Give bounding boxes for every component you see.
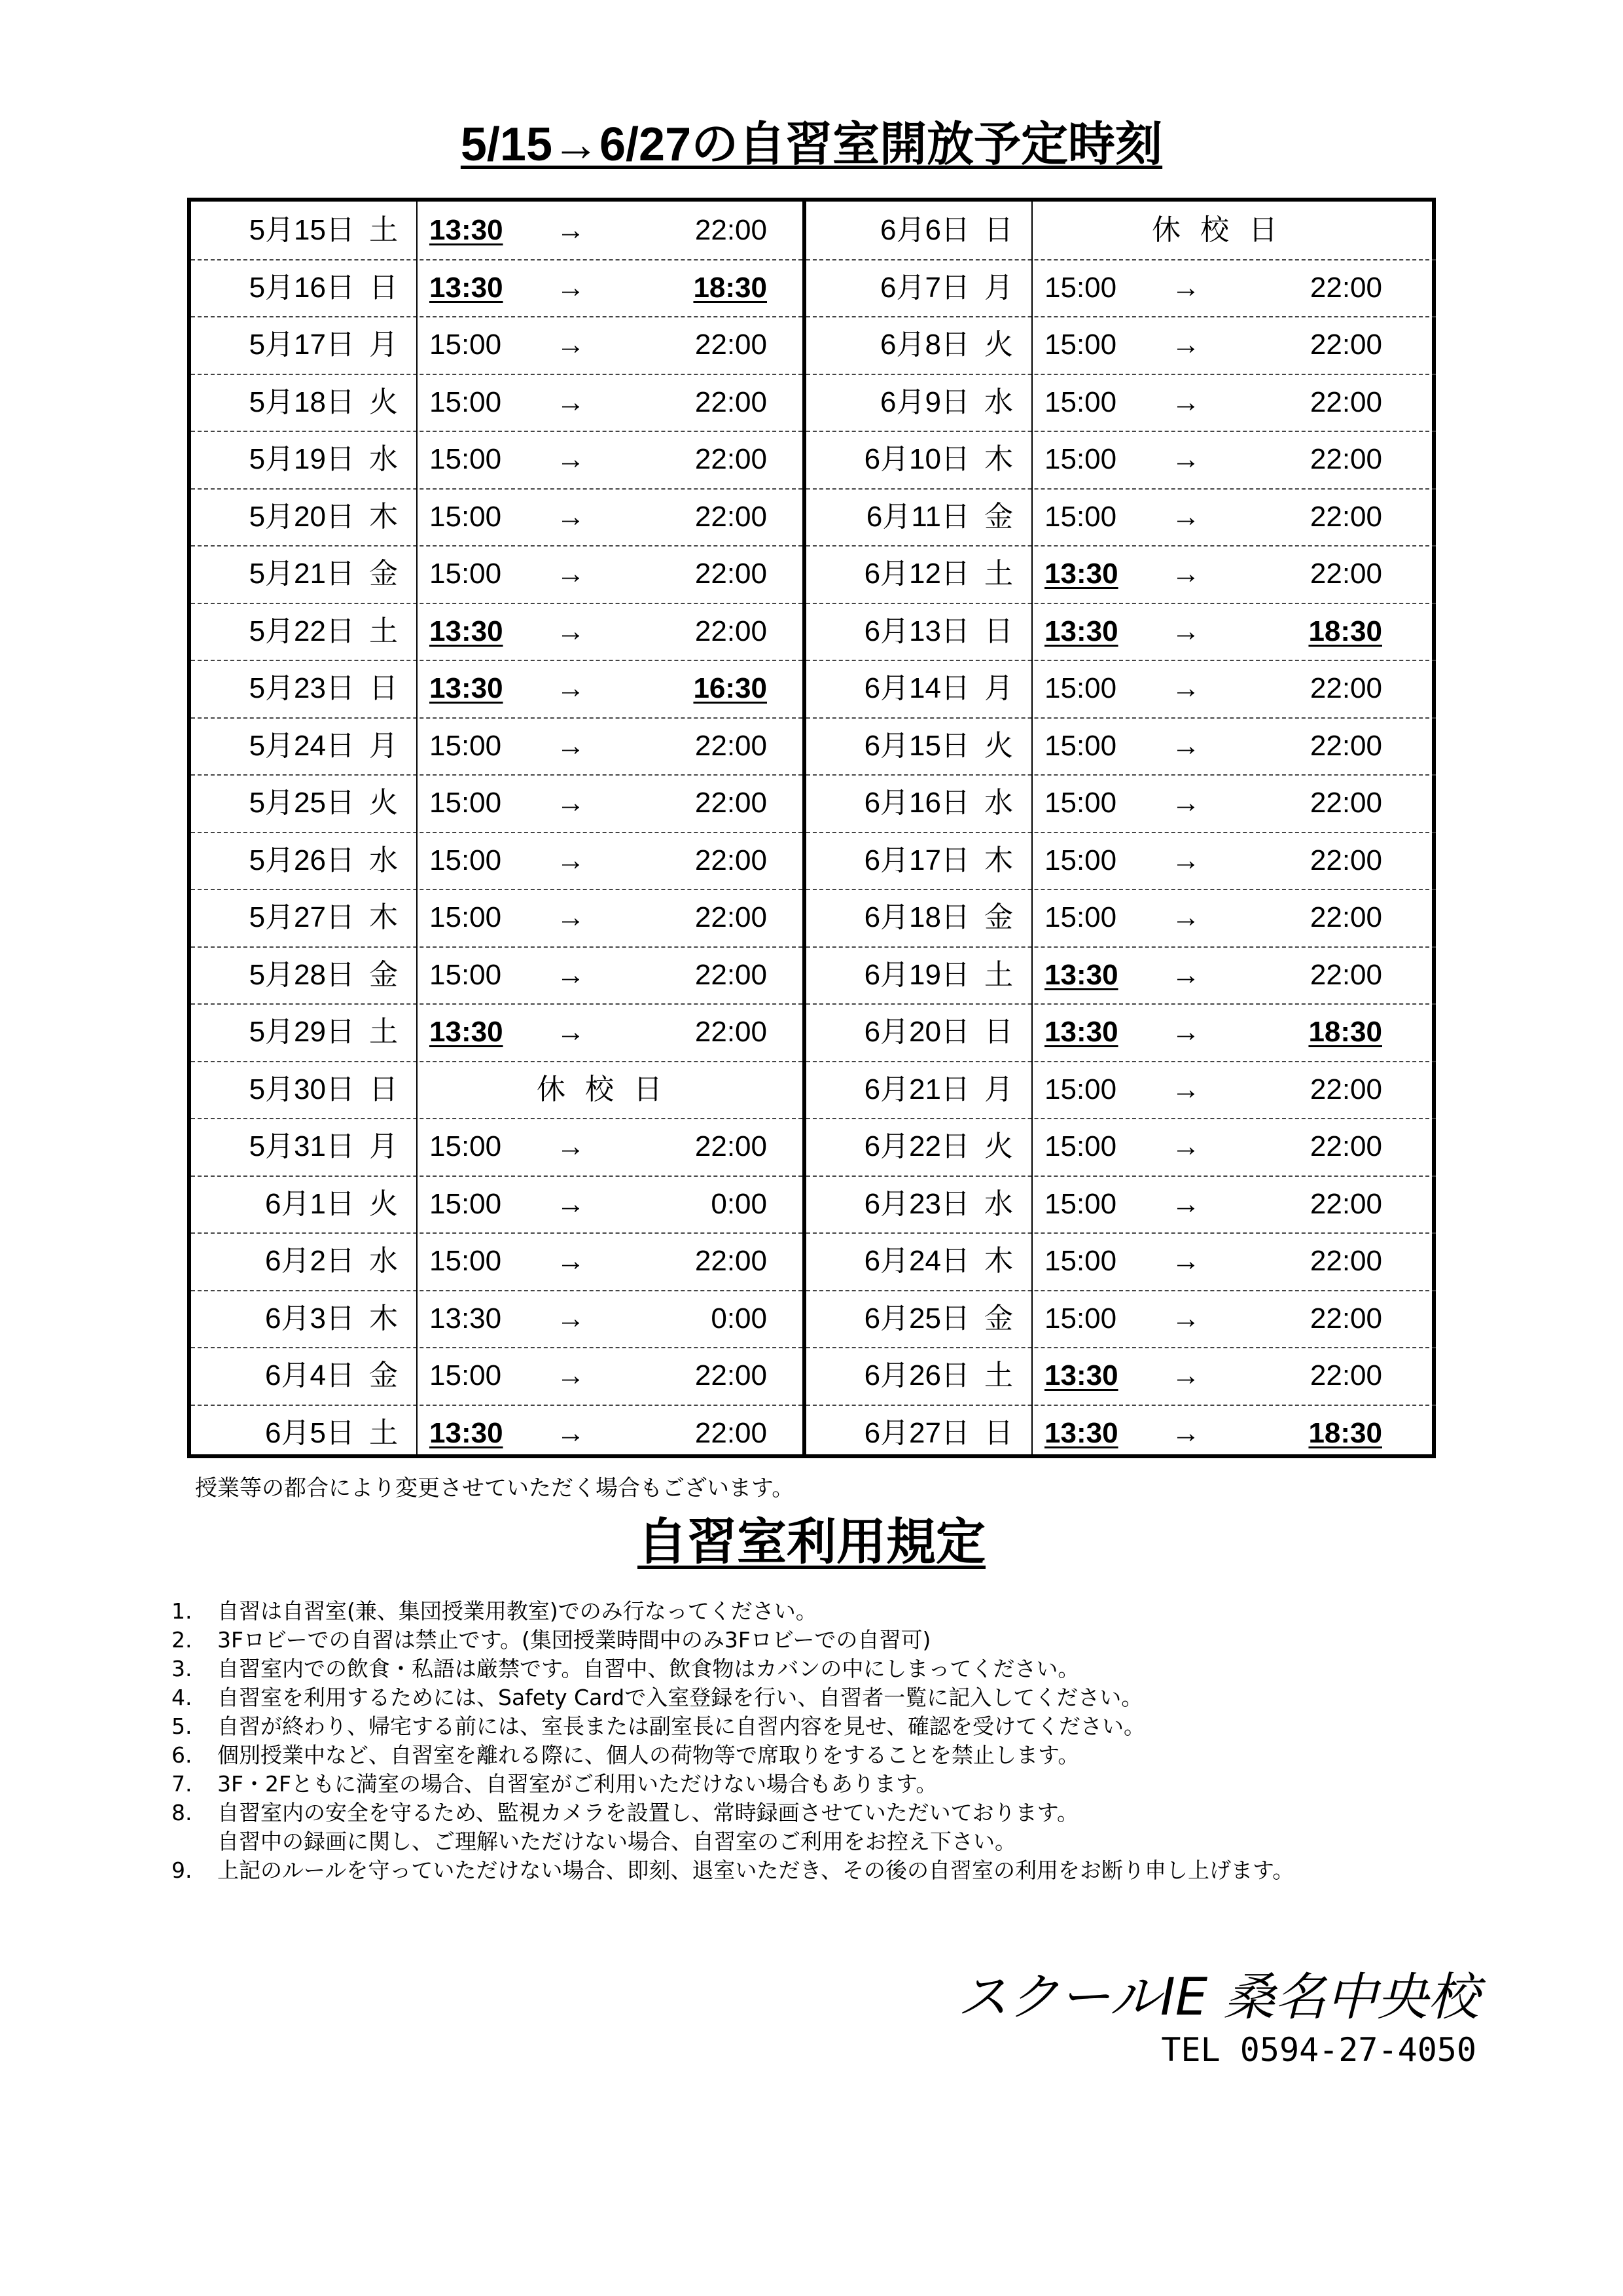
arrow-icon: →: [556, 1245, 585, 1277]
end-time-cell: 22:00: [694, 214, 767, 246]
end-time-cell: 22:00: [1310, 1302, 1382, 1335]
left-schedule-row: [191, 431, 802, 490]
right-schedule-row: [806, 889, 1436, 948]
left-schedule-row: [191, 1405, 802, 1462]
start-time-cell: 15:00: [1044, 443, 1117, 475]
date-cell: 5月30日: [249, 1073, 355, 1105]
date-cell: 5月18日: [249, 386, 355, 418]
left-schedule-row: [191, 717, 802, 776]
date-cell: 6月15日: [864, 729, 970, 762]
start-time-cell: 15:00: [429, 729, 502, 762]
arrow-icon: →: [1171, 958, 1200, 991]
start-time-cell: 13:30: [429, 214, 503, 246]
date-cell: 6月19日: [864, 958, 970, 991]
weekday-cell: 木: [984, 844, 1013, 876]
rules-list: [171, 1597, 1480, 1885]
date-cell: 6月7日: [880, 271, 970, 304]
arrow-icon: →: [1171, 1416, 1200, 1449]
end-time-cell: 22:00: [694, 615, 767, 647]
right-schedule-row: [806, 1175, 1436, 1234]
arrow-icon: →: [1171, 1359, 1200, 1391]
end-time-cell: 18:30: [1308, 1016, 1382, 1048]
start-time-cell: 13:30: [1044, 1016, 1118, 1048]
weekday-cell: 土: [984, 558, 1013, 590]
right-schedule-row: [806, 488, 1436, 547]
weekday-cell: 火: [369, 787, 398, 819]
school-tel: TEL 0594-27-4050: [1161, 2031, 1476, 2069]
date-cell: 6月4日: [265, 1359, 355, 1391]
end-time-cell: 22:00: [694, 844, 767, 876]
weekday-cell: 水: [369, 844, 398, 876]
left-schedule-row: [191, 1290, 802, 1349]
rule-number: 8.: [171, 1800, 192, 1825]
date-cell: 6月23日: [864, 1187, 970, 1220]
end-time-cell: 22:00: [694, 443, 767, 475]
arrow-icon: →: [556, 729, 585, 762]
rule-number: 7.: [171, 1771, 192, 1797]
right-schedule-row: [806, 1003, 1436, 1062]
rule-number: 4.: [171, 1685, 192, 1710]
date-cell: 6月9日: [880, 386, 970, 418]
date-cell: 6月10日: [864, 443, 970, 475]
arrow-icon: →: [556, 386, 585, 418]
left-schedule-row: [191, 1232, 802, 1291]
end-time-cell: 22:00: [694, 1130, 767, 1162]
date-cell: 5月20日: [249, 500, 355, 533]
arrow-icon: →: [1171, 672, 1200, 704]
date-cell: 5月29日: [249, 1016, 355, 1048]
start-time-cell: 15:00: [1044, 386, 1117, 418]
weekday-cell: 日: [984, 214, 1013, 246]
right-schedule-row: [806, 545, 1436, 604]
right-schedule-row: [806, 1405, 1436, 1462]
rule-item: [171, 1827, 1480, 1856]
rule-item: [171, 1770, 1480, 1799]
rule-text: 自習室を利用するためには、Safety Cardで入室登録を行い、自習者一覧に記入してください。: [217, 1685, 1143, 1710]
end-time-cell: 18:30: [693, 271, 767, 304]
weekday-cell: 水: [984, 1187, 1013, 1220]
date-cell: 6月22日: [864, 1130, 970, 1162]
right-schedule-row: [806, 431, 1436, 490]
weekday-cell: 金: [369, 558, 398, 590]
weekday-cell: 土: [984, 1359, 1013, 1391]
weekday-cell: 金: [984, 500, 1013, 533]
weekday-cell: 月: [369, 329, 398, 361]
start-time-cell: 13:30: [1044, 558, 1118, 590]
right-schedule-row: [806, 1061, 1436, 1120]
arrow-icon: →: [556, 615, 585, 647]
start-time-cell: 15:00: [429, 1130, 502, 1162]
right-schedule-row: [806, 374, 1436, 433]
weekday-cell: 火: [984, 329, 1013, 361]
weekday-cell: 火: [984, 1130, 1013, 1162]
arrow-icon: →: [1171, 1187, 1200, 1220]
arrow-icon: →: [556, 1016, 585, 1048]
end-time-cell: 0:00: [711, 1187, 767, 1220]
arrow-icon: →: [556, 500, 585, 533]
weekday-cell: 土: [369, 615, 398, 647]
arrow-icon: →: [556, 1130, 585, 1162]
right-schedule-row: [806, 316, 1436, 375]
date-cell: 6月17日: [864, 844, 970, 876]
start-time-cell: 15:00: [1044, 787, 1117, 819]
rule-item: [171, 1856, 1480, 1885]
weekday-cell: 月: [369, 1130, 398, 1162]
arrow-icon: →: [556, 1416, 585, 1449]
arrow-icon: →: [1171, 1130, 1200, 1162]
end-time-cell: 22:00: [694, 329, 767, 361]
end-time-cell: 22:00: [694, 558, 767, 590]
weekday-cell: 月: [984, 1073, 1013, 1105]
end-time-cell: 22:00: [1310, 844, 1382, 876]
arrow-icon: →: [1171, 329, 1200, 361]
left-schedule-row: [191, 832, 802, 891]
start-time-cell: 15:00: [429, 500, 502, 533]
date-cell: 6月5日: [265, 1416, 355, 1449]
left-schedule-row: [191, 1175, 802, 1234]
right-schedule-row: [806, 660, 1436, 719]
rule-text: 上記のルールを守っていただけない場合、即刻、退室いただき、その後の自習室の利用をお断り申し上げます。: [217, 1857, 1294, 1883]
start-time-cell: 15:00: [1044, 1245, 1117, 1277]
arrow-icon: →: [556, 271, 585, 304]
arrow-icon: →: [556, 787, 585, 819]
start-time-cell: 15:00: [1044, 1187, 1117, 1220]
arrow-icon: →: [556, 329, 585, 361]
school-name: スクールIE 桑名中央校: [957, 1968, 1479, 2027]
left-schedule-row: [191, 374, 802, 433]
date-cell: 6月16日: [864, 787, 970, 819]
right-schedule-row: [806, 774, 1436, 833]
right-schedule-row: [806, 202, 1436, 260]
date-cell: 5月24日: [249, 729, 355, 762]
end-time-cell: 22:00: [694, 1245, 767, 1277]
end-time-cell: 22:00: [1310, 329, 1382, 361]
arrow-icon: →: [556, 958, 585, 991]
left-schedule-row: [191, 603, 802, 662]
right-schedule-row: [806, 1118, 1436, 1177]
left-schedule-row: [191, 259, 802, 318]
date-cell: 5月19日: [249, 443, 355, 475]
rule-number: 3.: [171, 1656, 192, 1681]
rule-text: 自習が終わり、帰宅する前には、室長または副室長に自習内容を見せ、確認を受けてください。: [217, 1713, 1146, 1739]
end-time-cell: 22:00: [694, 787, 767, 819]
end-time-cell: 22:00: [694, 729, 767, 762]
rule-text: 自習中の録画に関し、ご理解いただけない場合、自習室のご利用をお控え下さい。: [217, 1829, 1016, 1854]
weekday-cell: 金: [369, 958, 398, 991]
rule-text: 個別授業中など、自習室を離れる際に、個人の荷物等で席取りをすることを禁止します。: [217, 1742, 1080, 1768]
start-time-cell: 13:30: [429, 271, 503, 304]
weekday-cell: 火: [369, 386, 398, 418]
end-time-cell: 22:00: [1310, 271, 1382, 304]
end-time-cell: 22:00: [694, 1016, 767, 1048]
weekday-cell: 日: [369, 672, 398, 704]
schedule-table: [187, 198, 1436, 1458]
arrow-icon: →: [556, 443, 585, 475]
right-schedule-row: [806, 259, 1436, 318]
date-cell: 5月21日: [249, 558, 355, 590]
rule-text: 自習室内での飲食・私語は厳禁です。自習中、飲食物はカバンの中にしまってください。: [217, 1656, 1080, 1681]
left-schedule-row: [191, 774, 802, 833]
arrow-icon: →: [556, 1359, 585, 1391]
start-time-cell: 15:00: [1044, 844, 1117, 876]
start-time-cell: 13:30: [1044, 958, 1118, 991]
left-schedule-row: [191, 316, 802, 375]
start-time-cell: 15:00: [429, 901, 502, 933]
start-time-cell: 13:30: [429, 615, 503, 647]
rule-item: [171, 1741, 1480, 1770]
date-cell: 5月15日: [249, 214, 355, 246]
end-time-cell: 22:00: [1310, 672, 1382, 704]
start-time-cell: 15:00: [1044, 1130, 1117, 1162]
start-time-cell: 15:00: [429, 1245, 502, 1277]
start-time-cell: 15:00: [429, 386, 502, 418]
right-schedule-row: [806, 1290, 1436, 1349]
weekday-cell: 土: [369, 1416, 398, 1449]
weekday-cell: 水: [984, 386, 1013, 418]
weekday-cell: 木: [984, 443, 1013, 475]
rule-number: 6.: [171, 1742, 192, 1768]
end-time-cell: 22:00: [694, 1359, 767, 1391]
arrow-icon: →: [556, 1302, 585, 1335]
arrow-icon: →: [1171, 1245, 1200, 1277]
start-time-cell: 15:00: [1044, 1302, 1117, 1335]
start-time-cell: 15:00: [429, 558, 502, 590]
end-time-cell: 22:00: [1310, 1359, 1382, 1391]
date-cell: 5月31日: [249, 1130, 355, 1162]
closed-day-cell: 休校日: [1152, 214, 1297, 246]
date-cell: 6月1日: [265, 1187, 355, 1220]
weekday-cell: 日: [369, 1073, 398, 1105]
date-cell: 6月14日: [864, 672, 970, 704]
date-cell: 6月8日: [880, 329, 970, 361]
right-schedule-row: [806, 603, 1436, 662]
arrow-icon: →: [1171, 787, 1200, 819]
left-schedule-row: [191, 1003, 802, 1062]
date-cell: 5月25日: [249, 787, 355, 819]
arrow-icon: →: [1171, 386, 1200, 418]
rule-text: 3F・2Fともに満室の場合、自習室がご利用いただけない場合もあります。: [217, 1771, 938, 1797]
start-time-cell: 15:00: [429, 787, 502, 819]
rule-item: [171, 1683, 1480, 1712]
weekday-cell: 火: [984, 729, 1013, 762]
date-cell: 5月28日: [249, 958, 355, 991]
rule-item: [171, 1799, 1480, 1827]
weekday-cell: 木: [369, 500, 398, 533]
start-time-cell: 13:30: [1044, 1359, 1118, 1391]
weekday-cell: 金: [369, 1359, 398, 1391]
arrow-icon: →: [556, 214, 585, 246]
left-column-divider: [416, 202, 418, 1454]
end-time-cell: 22:00: [694, 500, 767, 533]
end-time-cell: 22:00: [1310, 1073, 1382, 1105]
left-schedule-row: [191, 889, 802, 948]
weekday-cell: 土: [369, 214, 398, 246]
end-time-cell: 22:00: [1310, 1130, 1382, 1162]
start-time-cell: 13:30: [429, 1416, 503, 1449]
date-cell: 5月17日: [249, 329, 355, 361]
start-time-cell: 13:30: [1044, 1416, 1118, 1449]
arrow-icon: →: [1171, 844, 1200, 876]
start-time-cell: 15:00: [1044, 672, 1117, 704]
weekday-cell: 水: [984, 787, 1013, 819]
end-time-cell: 0:00: [711, 1302, 767, 1335]
weekday-cell: 日: [984, 1416, 1013, 1449]
rule-text: 自習室内の安全を守るため、監視カメラを設置し、常時録画させていただいております。: [217, 1800, 1079, 1825]
right-schedule-row: [806, 1232, 1436, 1291]
date-cell: 5月23日: [249, 672, 355, 704]
date-cell: 6月2日: [265, 1245, 355, 1277]
date-cell: 6月12日: [864, 558, 970, 590]
weekday-cell: 水: [369, 1245, 398, 1277]
rule-item: [171, 1597, 1480, 1626]
date-cell: 5月16日: [249, 271, 355, 304]
start-time-cell: 13:30: [429, 1302, 502, 1335]
start-time-cell: 15:00: [429, 958, 502, 991]
end-time-cell: 22:00: [694, 1416, 767, 1449]
end-time-cell: 22:00: [1310, 729, 1382, 762]
weekday-cell: 水: [369, 443, 398, 475]
left-schedule-row: [191, 488, 802, 547]
date-cell: 6月26日: [864, 1359, 970, 1391]
start-time-cell: 15:00: [429, 329, 502, 361]
date-cell: 6月27日: [864, 1416, 970, 1449]
end-time-cell: 22:00: [1310, 1187, 1382, 1220]
right-schedule-row: [806, 946, 1436, 1005]
weekday-cell: 日: [369, 271, 398, 304]
start-time-cell: 15:00: [1044, 271, 1117, 304]
weekday-cell: 日: [984, 1016, 1013, 1048]
weekday-cell: 金: [984, 1302, 1013, 1335]
weekday-cell: 木: [984, 1245, 1013, 1277]
weekday-cell: 木: [369, 901, 398, 933]
weekday-cell: 木: [369, 1302, 398, 1335]
left-schedule-row: [191, 1061, 802, 1120]
weekday-cell: 月: [984, 672, 1013, 704]
date-cell: 5月22日: [249, 615, 355, 647]
end-time-cell: 22:00: [694, 958, 767, 991]
arrow-icon: →: [1171, 271, 1200, 304]
right-schedule-row: [806, 1347, 1436, 1406]
rule-item: [171, 1655, 1480, 1683]
left-schedule-row: [191, 660, 802, 719]
rule-text: 3Fロビーでの自習は禁止です。(集団授業時間中のみ3Fロビーでの自習可): [217, 1627, 931, 1653]
rule-number: 2.: [171, 1627, 192, 1653]
arrow-icon: →: [1171, 1302, 1200, 1335]
arrow-icon: →: [1171, 1016, 1200, 1048]
date-cell: 5月26日: [249, 844, 355, 876]
weekday-cell: 日: [984, 615, 1013, 647]
end-time-cell: 22:00: [1310, 558, 1382, 590]
weekday-cell: 土: [369, 1016, 398, 1048]
date-cell: 5月27日: [249, 901, 355, 933]
end-time-cell: 18:30: [1308, 615, 1382, 647]
arrow-icon: →: [1171, 558, 1200, 590]
left-schedule-row: [191, 545, 802, 604]
end-time-cell: 18:30: [1308, 1416, 1382, 1449]
closed-day-cell: 休校日: [537, 1073, 682, 1105]
start-time-cell: 15:00: [429, 844, 502, 876]
start-time-cell: 13:30: [429, 1016, 503, 1048]
weekday-cell: 金: [984, 901, 1013, 933]
end-time-cell: 22:00: [1310, 901, 1382, 933]
start-time-cell: 13:30: [429, 672, 503, 704]
end-time-cell: 22:00: [694, 386, 767, 418]
date-cell: 6月11日: [866, 500, 970, 533]
arrow-icon: →: [1171, 615, 1200, 647]
arrow-icon: →: [556, 558, 585, 590]
arrow-icon: →: [1171, 1073, 1200, 1105]
weekday-cell: 月: [369, 729, 398, 762]
rule-number: 5.: [171, 1713, 192, 1739]
rule-item: [171, 1712, 1480, 1741]
start-time-cell: 13:30: [1044, 615, 1118, 647]
page-title: 5/15→6/27の自習室開放予定時刻: [460, 118, 1163, 171]
end-time-cell: 22:00: [1310, 787, 1382, 819]
half-divider: [802, 202, 806, 1454]
end-time-cell: 16:30: [693, 672, 767, 704]
start-time-cell: 15:00: [1044, 500, 1117, 533]
end-time-cell: 22:00: [1310, 1245, 1382, 1277]
weekday-cell: 土: [984, 958, 1013, 991]
arrow-icon: →: [1171, 500, 1200, 533]
weekday-cell: 月: [984, 271, 1013, 304]
right-schedule-row: [806, 832, 1436, 891]
start-time-cell: 15:00: [1044, 901, 1117, 933]
start-time-cell: 15:00: [1044, 729, 1117, 762]
left-schedule-row: [191, 1347, 802, 1406]
end-time-cell: 22:00: [1310, 958, 1382, 991]
right-column-divider: [1031, 202, 1033, 1454]
date-cell: 6月13日: [864, 615, 970, 647]
rule-number: 9.: [171, 1857, 192, 1883]
right-schedule-row: [806, 717, 1436, 776]
left-schedule-row: [191, 946, 802, 1005]
date-cell: 6月3日: [265, 1302, 355, 1335]
date-cell: 6月24日: [864, 1245, 970, 1277]
end-time-cell: 22:00: [1310, 386, 1382, 418]
rule-item: [171, 1626, 1480, 1655]
end-time-cell: 22:00: [1310, 500, 1382, 533]
date-cell: 6月18日: [864, 901, 970, 933]
start-time-cell: 15:00: [429, 1359, 502, 1391]
start-time-cell: 15:00: [1044, 1073, 1117, 1105]
schedule-note: 授業等の都合により変更させていただく場合もございます。: [195, 1475, 794, 1501]
date-cell: 6月20日: [864, 1016, 970, 1048]
rules-title: 自習室利用規定: [637, 1513, 986, 1571]
date-cell: 6月21日: [864, 1073, 970, 1105]
left-schedule-row: [191, 1118, 802, 1177]
date-cell: 6月25日: [864, 1302, 970, 1335]
rule-text: 自習は自習室(兼、集団授業用教室)でのみ行なってください。: [217, 1598, 817, 1624]
end-time-cell: 22:00: [694, 901, 767, 933]
date-cell: 6月6日: [880, 214, 970, 246]
left-schedule-row: [191, 202, 802, 260]
end-time-cell: 22:00: [1310, 443, 1382, 475]
arrow-icon: →: [1171, 901, 1200, 933]
start-time-cell: 15:00: [429, 443, 502, 475]
arrow-icon: →: [556, 844, 585, 876]
arrow-icon: →: [556, 1187, 585, 1220]
arrow-icon: →: [1171, 443, 1200, 475]
arrow-icon: →: [1171, 729, 1200, 762]
arrow-icon: →: [556, 672, 585, 704]
rule-number: 1.: [171, 1598, 192, 1624]
arrow-icon: →: [556, 901, 585, 933]
weekday-cell: 火: [369, 1187, 398, 1220]
start-time-cell: 15:00: [429, 1187, 502, 1220]
start-time-cell: 15:00: [1044, 329, 1117, 361]
